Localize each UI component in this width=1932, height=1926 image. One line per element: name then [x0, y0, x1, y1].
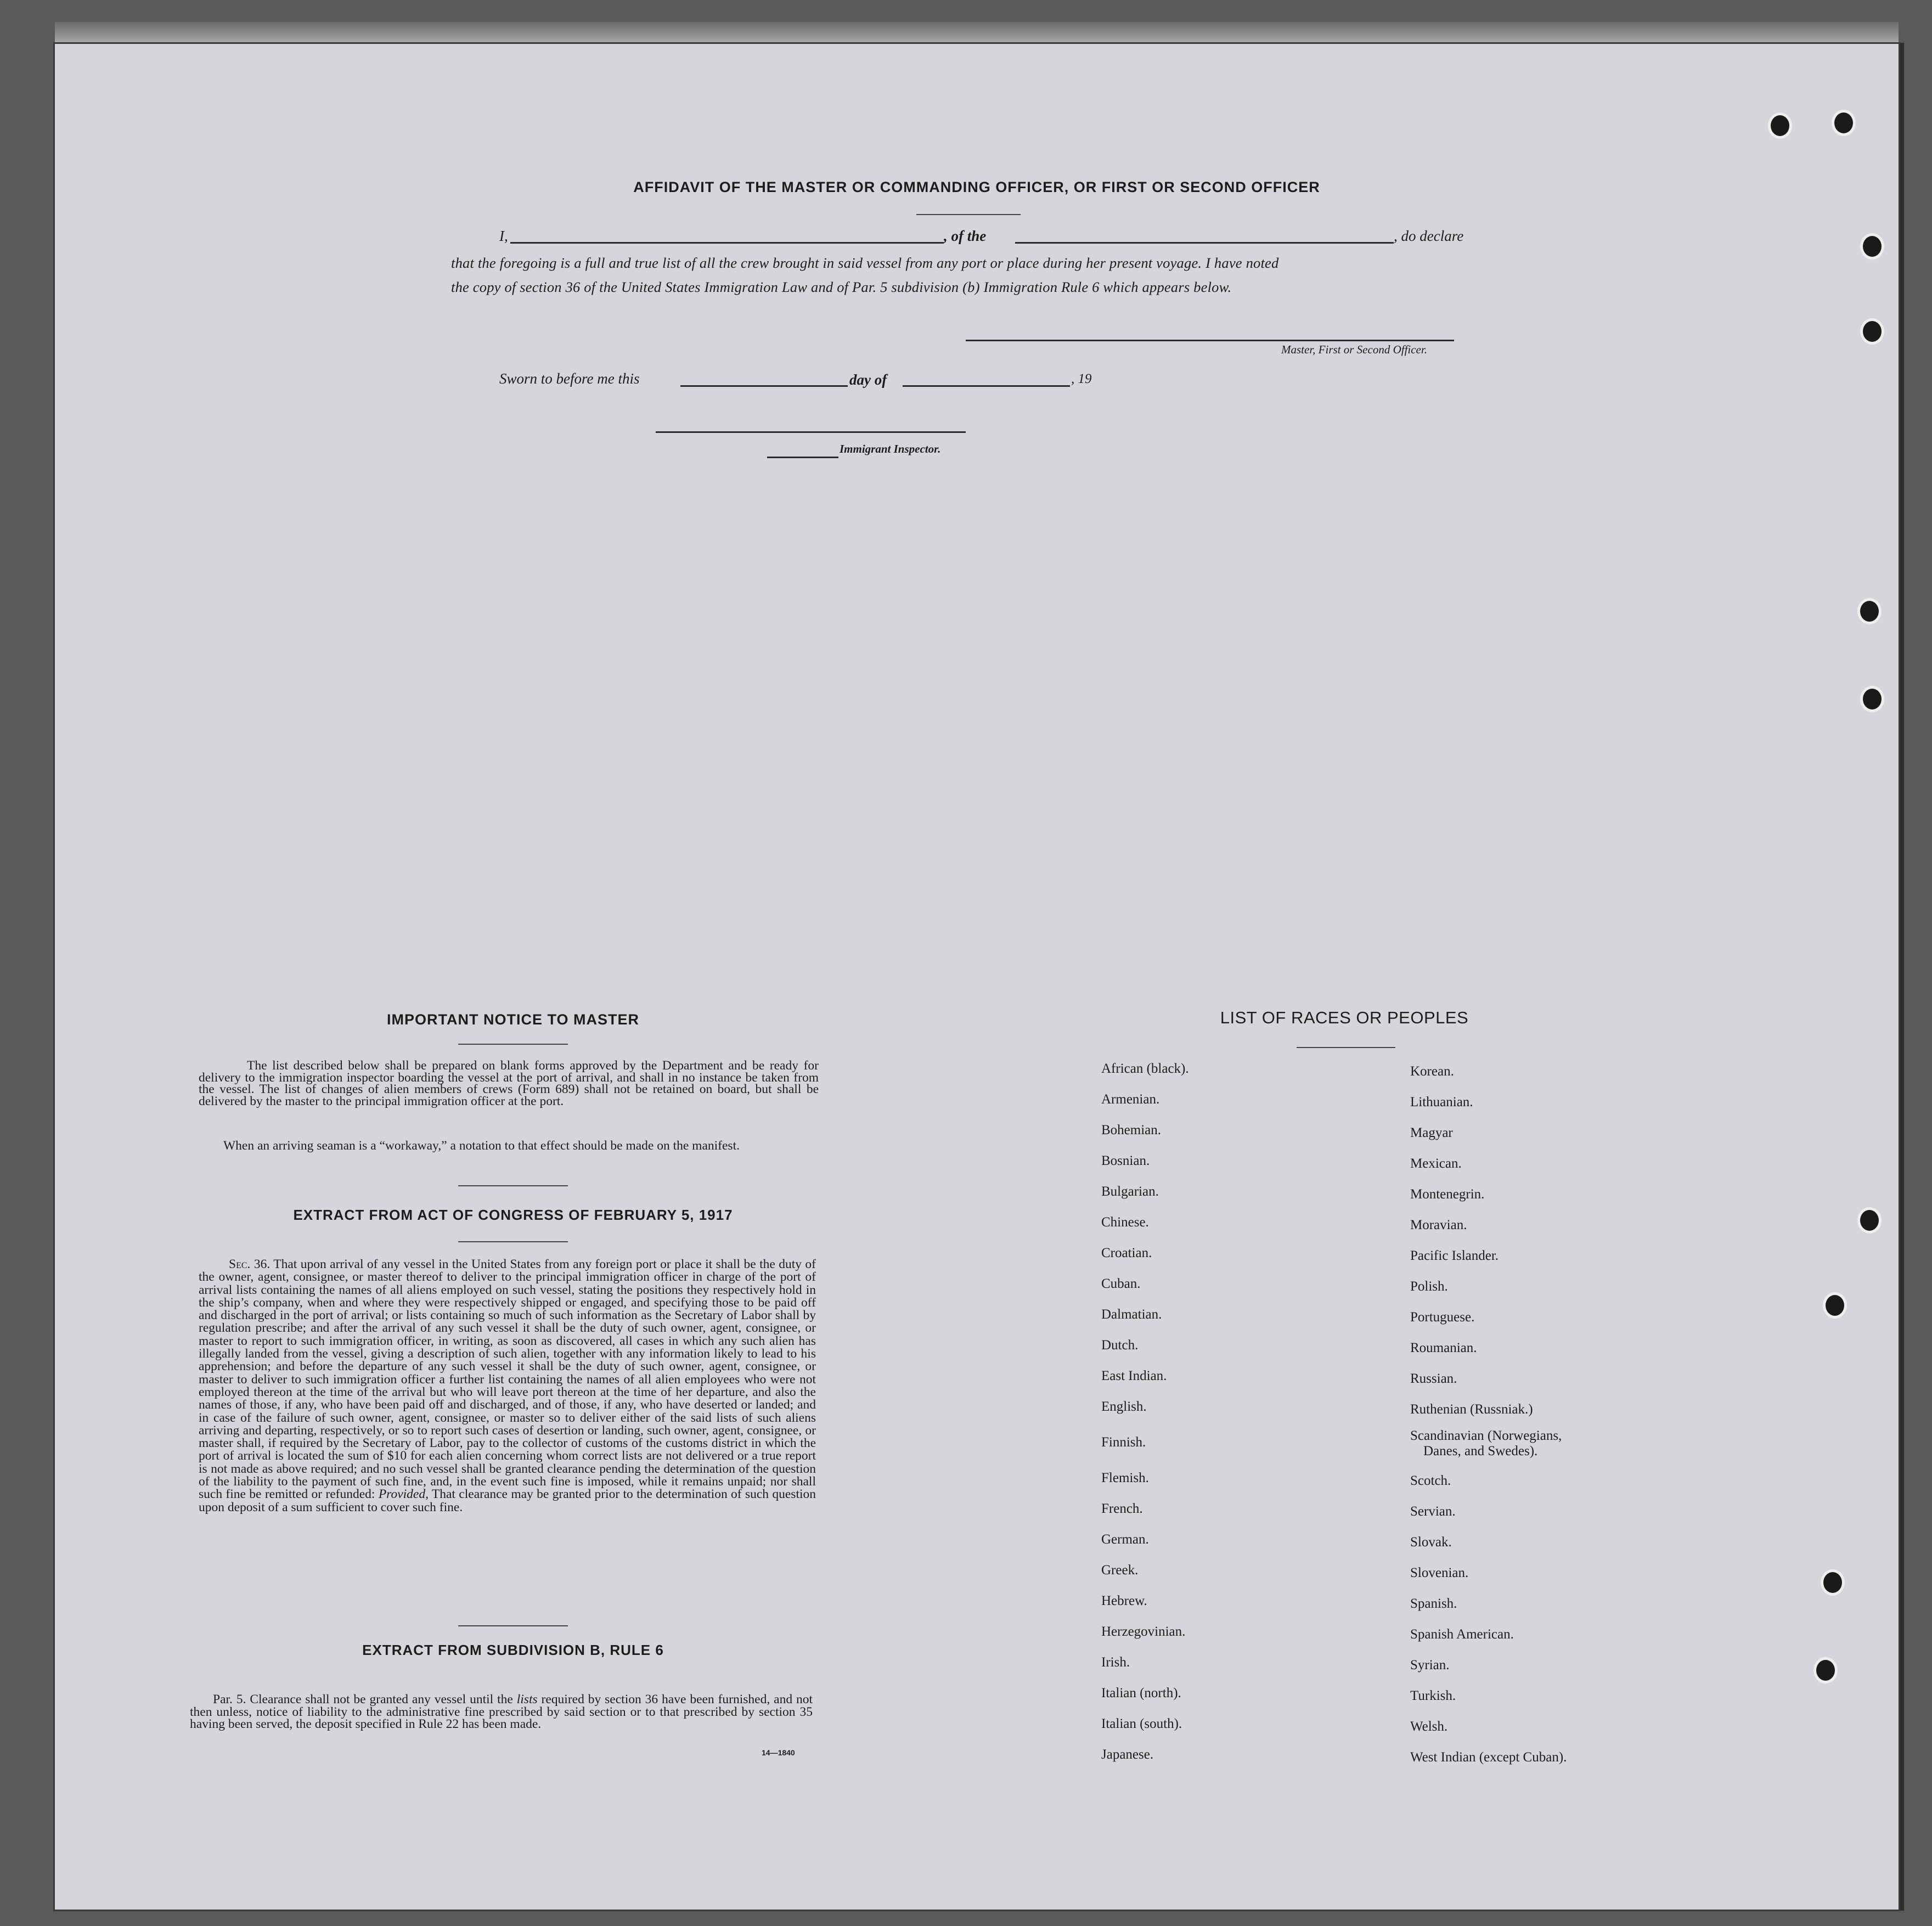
inspector-signature-line	[656, 431, 966, 433]
races-right-column	[1410, 1056, 1641, 1773]
rule-extract-text	[190, 1693, 813, 1731]
race-item: Herzegovinian.	[1101, 1624, 1186, 1639]
races-left-column	[1101, 1054, 1332, 1770]
race-item: Servian.	[1410, 1504, 1456, 1519]
race-item: Slovenian.	[1410, 1565, 1469, 1580]
binder-hole	[1860, 233, 1884, 260]
race-item: Russian.	[1410, 1371, 1457, 1386]
race-item: Polish.	[1410, 1279, 1448, 1294]
binder-hole	[1857, 1207, 1882, 1234]
race-item: Portuguese.	[1410, 1310, 1475, 1325]
race-item: Chinese.	[1101, 1215, 1149, 1230]
race-item: German.	[1101, 1532, 1149, 1547]
race-item: Ruthenian (Russniak.)	[1410, 1402, 1533, 1417]
race-item: Roumanian.	[1410, 1341, 1477, 1355]
provided-word: Provided,	[378, 1487, 429, 1502]
affidavit-title: AFFIDAVIT OF THE MASTER OR COMMANDING OFFICER, OR FIRST OR SECOND OFFICER	[633, 179, 1320, 195]
race-item: Mexican.	[1410, 1156, 1462, 1171]
race-item: Croatian.	[1101, 1246, 1152, 1260]
signature-line	[966, 340, 1454, 341]
race-item: Greek.	[1101, 1563, 1139, 1578]
race-item: Armenian.	[1101, 1092, 1160, 1107]
notice-paragraph-1: The list described below shall be prepared on blank forms approved by the Department and be ready for delivery to the immigration inspector boarding the vessel at the port of arrival, and shall in no instance be taken from the vessel. The list of changes of alien members of crews (Form 689) shall not be retained on board, but shall be delivered by the master to the principal immigration officer at the port.	[199, 1058, 819, 1108]
inspector-caption: Immigrant Inspector.	[840, 442, 941, 455]
lists-word: lists	[516, 1692, 538, 1707]
section-36-text	[199, 1258, 816, 1514]
race-item: Finnish.	[1101, 1435, 1146, 1450]
vessel-line	[1015, 242, 1394, 244]
race-item: Spanish.	[1410, 1596, 1457, 1611]
act-extract-title: EXTRACT FROM ACT OF CONGRESS OF FEBRUARY 5, 1917	[293, 1207, 733, 1223]
day-of-label: day of	[849, 371, 887, 388]
declaration-line-2: the copy of section 36 of the United States Immigration Law and of Par. 5 subdivision (b) Immigration Rule 6 which appears below.	[451, 279, 1232, 295]
race-item: Welsh.	[1410, 1719, 1448, 1734]
i-label: I,	[499, 228, 508, 244]
binder-hole	[1821, 1569, 1845, 1596]
act-extract-underline	[458, 1241, 568, 1242]
races-title: LIST OF RACES OR PEOPLES	[1220, 1008, 1469, 1027]
race-item: Bosnian.	[1101, 1153, 1150, 1168]
race-item: Danes, and Swedes).	[1423, 1444, 1538, 1458]
sworn-day-line	[680, 385, 848, 387]
race-item: English.	[1101, 1399, 1147, 1414]
race-item: West Indian (except Cuban).	[1410, 1750, 1567, 1765]
binder-hole	[1860, 318, 1884, 345]
binder-hole	[1860, 686, 1884, 712]
race-item: Italian (south).	[1101, 1716, 1182, 1731]
of-the-label: , of the	[944, 228, 987, 244]
race-item: African (black).	[1101, 1061, 1189, 1076]
race-item: Moravian.	[1410, 1218, 1467, 1232]
binder-hole	[1857, 598, 1882, 624]
signature-caption: Master, First or Second Officer.	[1281, 343, 1427, 356]
race-item: Bohemian.	[1101, 1123, 1162, 1137]
race-item: Pacific Islander.	[1410, 1248, 1499, 1263]
race-item: Irish.	[1101, 1655, 1130, 1670]
race-item: Italian (north).	[1101, 1686, 1181, 1700]
binder-hole	[1813, 1657, 1838, 1683]
race-item: Cuban.	[1101, 1276, 1141, 1291]
do-declare-label: , do declare	[1394, 228, 1464, 244]
race-item: Lithuanian.	[1410, 1095, 1473, 1110]
race-item: Spanish American.	[1410, 1627, 1514, 1642]
race-item: Montenegrin.	[1410, 1187, 1485, 1202]
form-number: 14—1840	[762, 1748, 795, 1757]
notice-paragraph-2: When an arriving seaman is a “workaway,” a notation to that effect should be made on the manifest.	[223, 1139, 740, 1153]
race-item: Scotch.	[1410, 1473, 1451, 1488]
declaration-line-1: that the foregoing is a full and true list of all the crew brought in said vessel from any port or place during her present voyage. I have noted	[451, 255, 1279, 271]
binder-hole	[1823, 1292, 1847, 1319]
sworn-label: Sworn to before me this	[499, 370, 640, 387]
notice-title-underline	[458, 1044, 568, 1045]
section-label: Sec. 36.	[229, 1257, 271, 1271]
binder-hole	[1832, 110, 1856, 136]
rule-text-start: Par. 5. Clearance shall not be granted any vessel until the	[213, 1692, 513, 1707]
race-item: Magyar	[1410, 1125, 1453, 1140]
race-item: Dalmatian.	[1101, 1307, 1162, 1322]
races-title-underline	[1297, 1047, 1395, 1048]
race-item: Dutch.	[1101, 1338, 1139, 1353]
notice-separator	[458, 1185, 568, 1186]
sworn-month-line	[903, 385, 1070, 387]
race-item: Japanese.	[1101, 1747, 1154, 1762]
race-item: Flemish.	[1101, 1471, 1149, 1485]
section-text-end: That clearance may be granted prior to the determination of such question upon deposit of a sum sufficient to cover such fine.	[199, 1487, 816, 1514]
race-item: Syrian.	[1410, 1658, 1450, 1672]
rule-extract-title: EXTRACT FROM SUBDIVISION B, RULE 6	[362, 1642, 664, 1658]
notice-title: IMPORTANT NOTICE TO MASTER	[387, 1011, 639, 1028]
rule-text-end: required by section 36 have been furnished, and not then unless, notice of liability to the administrative fine prescribed by said section or to that prescribed by section 35 having been served, the deposit specified in Rule 22 has been made.	[190, 1692, 813, 1731]
race-item-scandinavian	[1410, 1425, 1641, 1466]
race-item: French.	[1101, 1501, 1143, 1516]
binder-hole	[1768, 112, 1792, 139]
year-label: , 19	[1071, 371, 1092, 386]
section-text: That upon arrival of any vessel in the United States from any foreign port or place it shall be the duty of the owner, agent, consignee, or master thereof to deliver to the principal immigration officer in charge of the port of arrival lists containing the names of all aliens employed on such vessel, stating the positions they respectively hold in the ship’s company, when and where they were respectively shipped or engaged, and specifying those to be paid off and discharged in the port of arrival; or lists containing so much of such information as the Secretary of Labor shall by regulation prescribe; and after the arrival of any such vessel it shall be the duty of such owner, agent, consignee, or master to report to such immigration officer, in writing, as soon as discovered, all cases in which any such alien has illegally landed from the vessel, giving a description of such alien, together with any information likely to lead to his apprehension; and before the departure of any such vessel it shall be the duty of such owner, agent, consignee, or master to deliver to such immigration officer a further list containing the names of all alien employees who were not employed thereon at the time of the arrival but who will leave port thereon at the time of her departure, and also the names of those, if any, who have been paid off and discharged, and of those, if any, who have deserted or landed; and in case of the failure of such owner, agent, consignee, or master so to deliver either of the said lists of such aliens arriving and departing, respectively, or so to report such cases of desertion or landing, such owner, agent, consignee, or master shall, if required by the Secretary of Labor, pay to the collector of customs of the customs district in which the port of arrival is located the sum of $10 for each alien concerning whom correct lists are not delivered or a true report is not made as above required; and no such vessel shall be granted clearance pending the determination of the question of the liability to the payment of such fine, and, in the event such fine is imposed, while it remains unpaid; nor shall such fine be remitted or refunded:	[199, 1257, 816, 1502]
race-item: East Indian.	[1101, 1369, 1167, 1383]
race-item: Slovak.	[1410, 1535, 1452, 1550]
race-item: Bulgarian.	[1101, 1184, 1159, 1199]
act-extract-separator	[458, 1625, 568, 1626]
race-item: Hebrew.	[1101, 1593, 1147, 1608]
title-underline	[916, 214, 1021, 215]
race-item: Turkish.	[1410, 1688, 1456, 1703]
name-line	[510, 242, 944, 244]
race-item: Scandinavian (Norwegians,	[1410, 1428, 1562, 1443]
race-item: Korean.	[1410, 1064, 1454, 1079]
inspector-short-line	[767, 457, 838, 458]
